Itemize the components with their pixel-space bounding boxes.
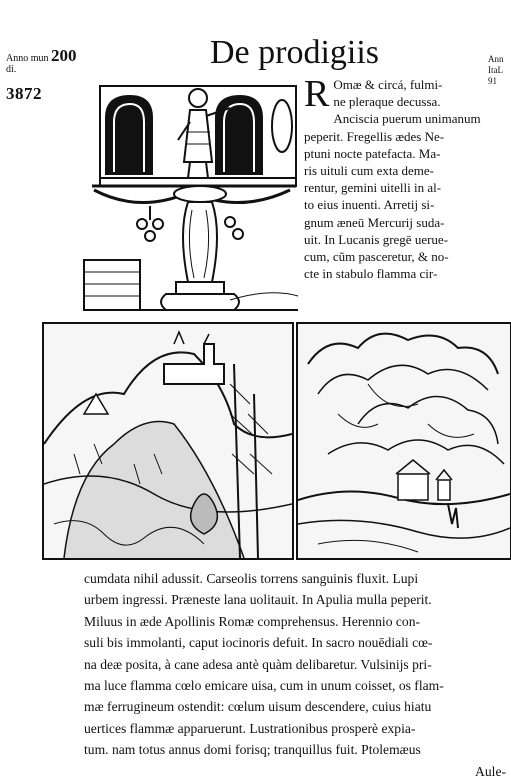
body-text-line: uertices flammæ apparuerunt. Lustrationibus prosperè expia- <box>84 720 416 736</box>
margin-note-right <box>488 54 511 87</box>
margin-number: 200 <box>51 46 77 65</box>
margin-note-left <box>6 46 77 75</box>
body-text-line: tum. nam totus annus domi forisq; tranquillus fuit. Ptolemæus <box>84 742 421 758</box>
body-text-line: suli bis immolanti, caput iocinoris defuit. In sacro nouēdiali cœ- <box>84 635 433 651</box>
side-text-line: Anciscia puerum unimanum <box>333 111 481 127</box>
margin-label: Anno mun <box>6 53 49 64</box>
side-text-line: cum, cũm pasceretur, & no- <box>304 248 449 264</box>
side-text-line: rentur, gemini uitelli in al- <box>304 180 442 196</box>
side-text-line: Omæ & circá, fulmi- <box>333 77 443 92</box>
body-text <box>84 568 510 782</box>
side-text-line: ptuni nocte patefacta. Ma- <box>304 145 441 161</box>
woodcut-statue-illustration <box>80 82 302 314</box>
margin-right-label: Ann <box>488 54 504 64</box>
page-title: De prodigiis <box>210 34 380 71</box>
body-text-line: na deæ posita, à cane adesa antè quàm delibaretur. Vulsinijs pri- <box>84 656 432 672</box>
margin-right-label-2: ItaL <box>488 65 503 75</box>
margin-right-number: 91 <box>488 76 497 86</box>
side-text-line: ris uituli cum exta deme- <box>304 162 434 178</box>
side-text-line: cte in stabulo flamma cir- <box>304 266 438 282</box>
catchword: Aule- <box>475 763 506 779</box>
side-text-line: gnum æneū Mercurij suda- <box>304 214 445 230</box>
side-text-line: to eius inuenti. Arretij si- <box>304 197 435 213</box>
margin-year: 3872 <box>6 84 42 103</box>
side-text-column <box>304 73 490 282</box>
margin-label-2: di. <box>6 64 17 75</box>
side-text-line: ne pleraque decussa. <box>333 94 441 110</box>
side-text-line: uit. In Lucanis gregē uerue- <box>304 231 449 247</box>
woodcut-storm-illustration <box>296 322 511 560</box>
body-text-line: Miluus in æde Apollinis Romæ comprehensus. Herennio con- <box>84 613 421 629</box>
side-text-line: peperit. Fregellis ædes Ne- <box>304 128 445 144</box>
drop-cap: R <box>304 73 330 115</box>
body-text-line: mæ ferrugineum ostendit: cœlum uisum descendere, cuius hiatu <box>84 699 432 715</box>
body-text-line: cumdata nihil adussit. Carseolis torrens sanguinis fluxit. Lupi <box>84 571 419 586</box>
woodcut-landscape-illustration <box>42 322 294 560</box>
body-text-line: urbem ingressi. Præneste lana uolitauit. In Apulia mulla peperit. <box>84 592 432 608</box>
body-text-line: ma luce flamma cœlo emicare uisa, cum in unum coisset, os flam- <box>84 677 444 693</box>
